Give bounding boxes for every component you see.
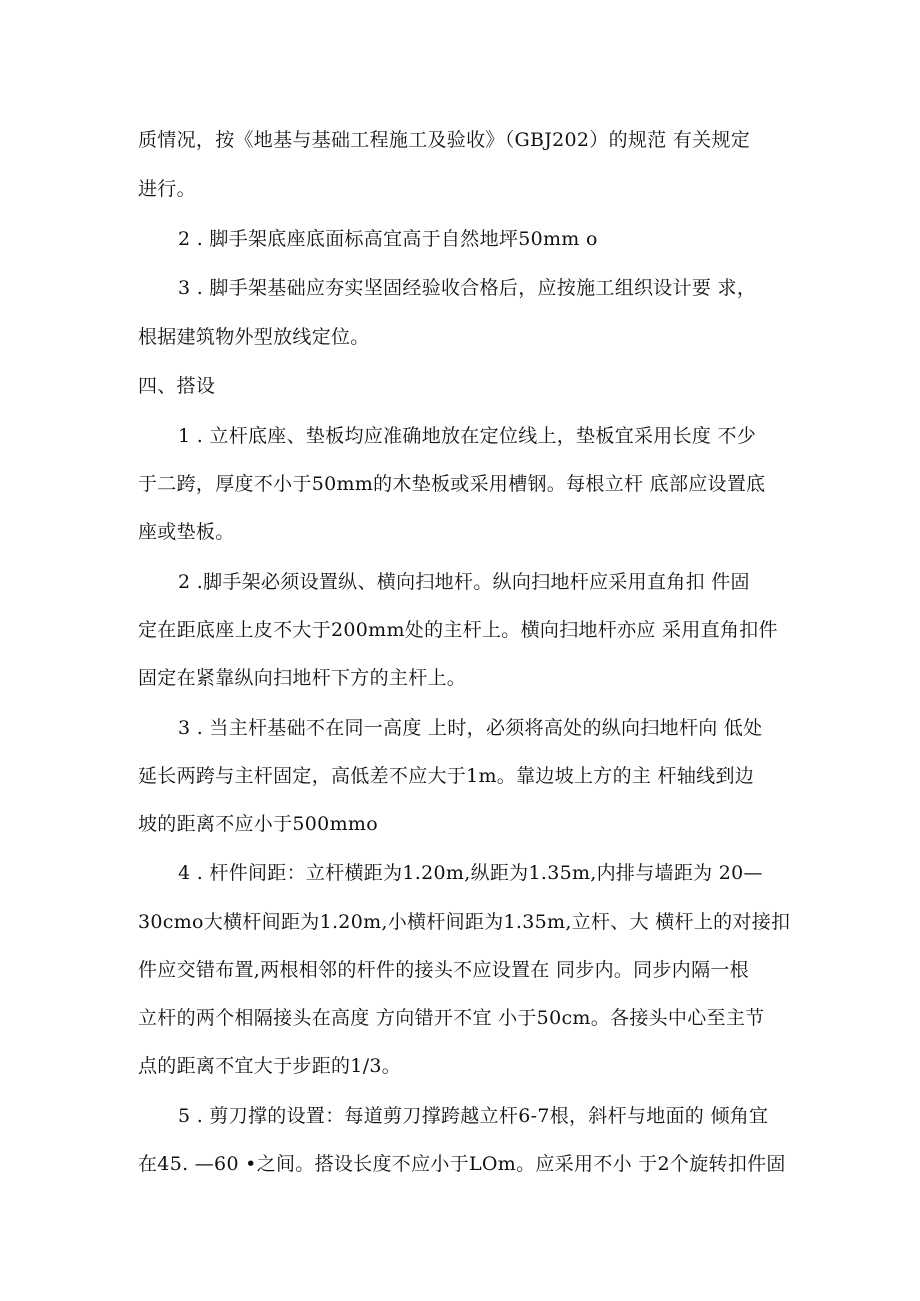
list-item-1: 1 . 立杆底座、垫板均应准确地放在定位线上，垫板宜采用长度 不少 — [178, 425, 757, 447]
list-item-5: 5 . 剪刀撑的设置：每道剪刀撑跨越立杆6-7根，斜杆与地面的 倾角宜 — [178, 1105, 769, 1127]
paragraph-line: 于二跨，厚度不小于50mm的木垫板或采用槽钢。每根立杆 底部应设置底 — [138, 473, 766, 495]
paragraph-line: 定在距底座上皮不大于200mm处的主杆上。横向扫地杆亦应 采用直角扣件 — [138, 619, 778, 641]
paragraph-line: 件应交错布置,两根相邻的杆件的接头不应设置在 同步内。同步内隔一根 — [138, 959, 749, 981]
paragraph-line: 立杆的两个相隔接头在高度 方向错开不宜 小于50cm。各接头中心至主节 — [138, 1007, 765, 1029]
section-heading: 四、搭设 — [138, 375, 216, 397]
list-item-2: 2 . 脚手架底座底面标高宜高于自然地坪50mm o — [178, 228, 598, 250]
list-item-3: 3 . 当主杆基础不在同一高度 上时，必须将高处的纵向扫地杆向 低处 — [178, 717, 763, 739]
paragraph-line: 质情况，按《地基与基础工程施工及验收》（GBJ202）的规范 有关规定 — [138, 129, 751, 151]
paragraph-line: 固定在紧靠纵向扫地杆下方的主杆上。 — [138, 667, 467, 689]
list-item-3: 3 . 脚手架基础应夯实坚固经验收合格后，应按施工组织设计要 求， — [178, 277, 757, 299]
paragraph-line: 在45. —60 •之间。搭设长度不应小于LOm。应采用不小 于2个旋转扣件固 — [138, 1153, 786, 1175]
paragraph-line: 延长两跨与主杆固定，高低差不应大于1m。靠边坡上方的主 杆轴线到边 — [138, 765, 755, 787]
paragraph-line: 点的距离不宜大于步距的1/3。 — [138, 1055, 402, 1077]
paragraph-line: 坡的距离不应小于500mmo — [138, 813, 378, 835]
list-item-4: 4 . 杆件间距：立杆横距为1.20m,纵距为1.35m,内排与墙距为 20— — [178, 862, 763, 884]
list-item-2: 2 .脚手架必须设置纵、横向扫地杆。纵向扫地杆应采用直角扣 件固 — [178, 571, 750, 593]
paragraph-line: 座或垫板。 — [138, 521, 235, 543]
paragraph-line: 进行。 — [138, 178, 196, 200]
paragraph-line: 30cmo大横杆间距为1.20m,小横杆间距为1.35m,立杆、大 横杆上的对接扣 — [138, 911, 791, 933]
paragraph-line: 根据建筑物外型放线定位。 — [138, 326, 370, 348]
